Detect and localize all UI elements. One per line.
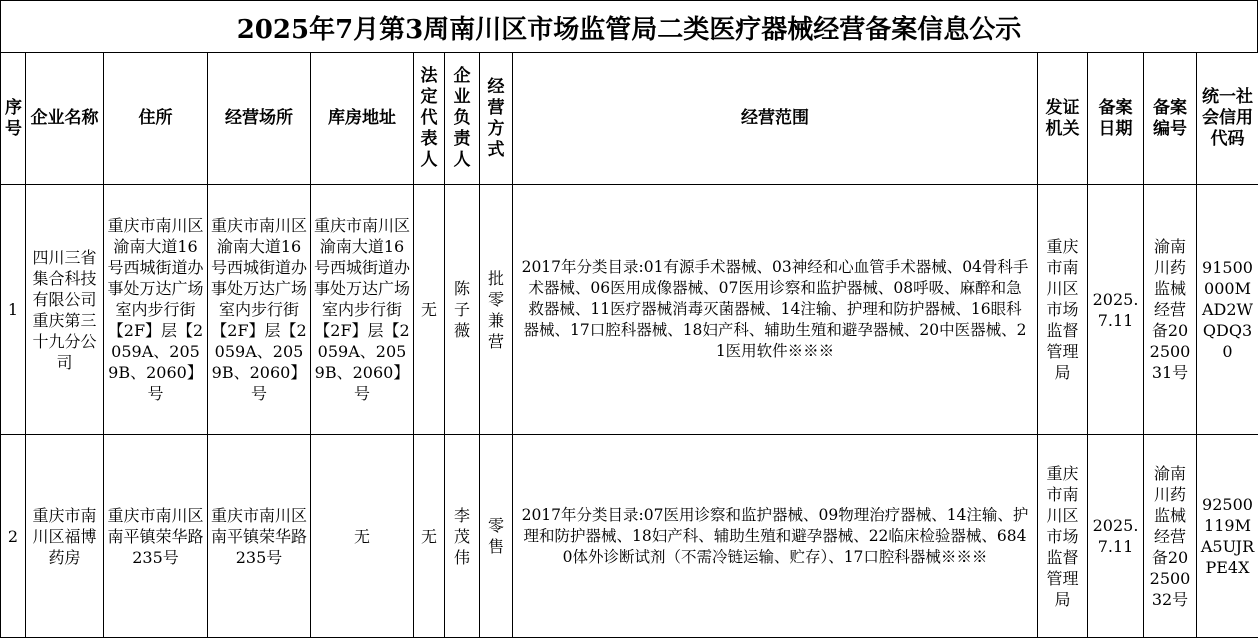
header-principal: 企业负责人 bbox=[445, 53, 480, 185]
cell-scope: 2017年分类目录:01有源手术器械、03神经和心血管手术器械、04骨科手术器械、06医用成像器械、07医用诊察和监护器械、08呼吸、麻醉和急救器械、11医疗器械消毒灭菌器械、14注输、护理和防护器械、16眼科器械、17口腔科器械、18妇产科、辅助生殖和避孕器械、20中医器械、21医用软件※※※ bbox=[513, 185, 1038, 435]
cell-mode: 零售 bbox=[480, 435, 513, 638]
cell-premises: 重庆市南川区南平镇荣华路235号 bbox=[208, 435, 311, 638]
cell-issuer: 重庆市南川区市场监督管理局 bbox=[1038, 435, 1088, 638]
header-legal-rep: 法定代表人 bbox=[414, 53, 445, 185]
header-mode: 经营方式 bbox=[480, 53, 513, 185]
cell-warehouse: 重庆市南川区渝南大道16号西城街道办事处万达广场室内步行街【2F】层【2059A、2059B、2060】号 bbox=[311, 185, 414, 435]
record-table bbox=[0, 52, 1258, 638]
cell-seq: 1 bbox=[1, 185, 26, 435]
cell-legal-rep: 无 bbox=[414, 435, 445, 638]
header-credit-code: 统一社会信用代码 bbox=[1197, 53, 1258, 185]
header-issuer: 发证机关 bbox=[1038, 53, 1088, 185]
header-seq: 序号 bbox=[1, 53, 26, 185]
cell-credit-code: 91500000MAD2WQDQ30 bbox=[1197, 185, 1258, 435]
cell-seq: 2 bbox=[1, 435, 26, 638]
cell-address: 重庆市南川区南平镇荣华路235号 bbox=[104, 435, 208, 638]
cell-premises: 重庆市南川区渝南大道16号西城街道办事处万达广场室内步行街【2F】层【2059A、2059B、2060】号 bbox=[208, 185, 311, 435]
page-title: 2025年7月第3周南川区市场监管局二类医疗器械经营备案信息公示 bbox=[0, 0, 1258, 53]
cell-issuer: 重庆市南川区市场监督管理局 bbox=[1038, 185, 1088, 435]
cell-credit-code: 92500119MA5UJRPE4X bbox=[1197, 435, 1258, 638]
cell-mode: 批零兼营 bbox=[480, 185, 513, 435]
header-warehouse: 库房地址 bbox=[311, 53, 414, 185]
cell-date: 2025.7.11 bbox=[1088, 185, 1144, 435]
header-address: 住所 bbox=[104, 53, 208, 185]
header-date: 备案日期 bbox=[1088, 53, 1144, 185]
cell-record-no: 渝南川药监械经营备20250032号 bbox=[1144, 435, 1197, 638]
cell-record-no: 渝南川药监械经营备20250031号 bbox=[1144, 185, 1197, 435]
cell-warehouse: 无 bbox=[311, 435, 414, 638]
cell-date: 2025.7.11 bbox=[1088, 435, 1144, 638]
cell-principal: 李茂伟 bbox=[445, 435, 480, 638]
cell-company: 四川三省集合科技有限公司重庆第三十九分公司 bbox=[26, 185, 104, 435]
table-row bbox=[1, 435, 1258, 638]
table-row bbox=[1, 185, 1258, 435]
cell-scope: 2017年分类目录:07医用诊察和监护器械、09物理治疗器械、14注输、护理和防护器械、18妇产科、辅助生殖和避孕器械、22临床检验器械、6840体外诊断试剂（不需冷链运输、贮存）、17口腔科器械※※※ bbox=[513, 435, 1038, 638]
header-company: 企业名称 bbox=[26, 53, 104, 185]
header-record-no: 备案编号 bbox=[1144, 53, 1197, 185]
cell-company: 重庆市南川区福博药房 bbox=[26, 435, 104, 638]
table-header-row bbox=[1, 53, 1258, 185]
header-premises: 经营场所 bbox=[208, 53, 311, 185]
header-scope: 经营范围 bbox=[513, 53, 1038, 185]
cell-principal: 陈子薇 bbox=[445, 185, 480, 435]
cell-legal-rep: 无 bbox=[414, 185, 445, 435]
cell-address: 重庆市南川区渝南大道16号西城街道办事处万达广场室内步行街【2F】层【2059A、2059B、2060】号 bbox=[104, 185, 208, 435]
